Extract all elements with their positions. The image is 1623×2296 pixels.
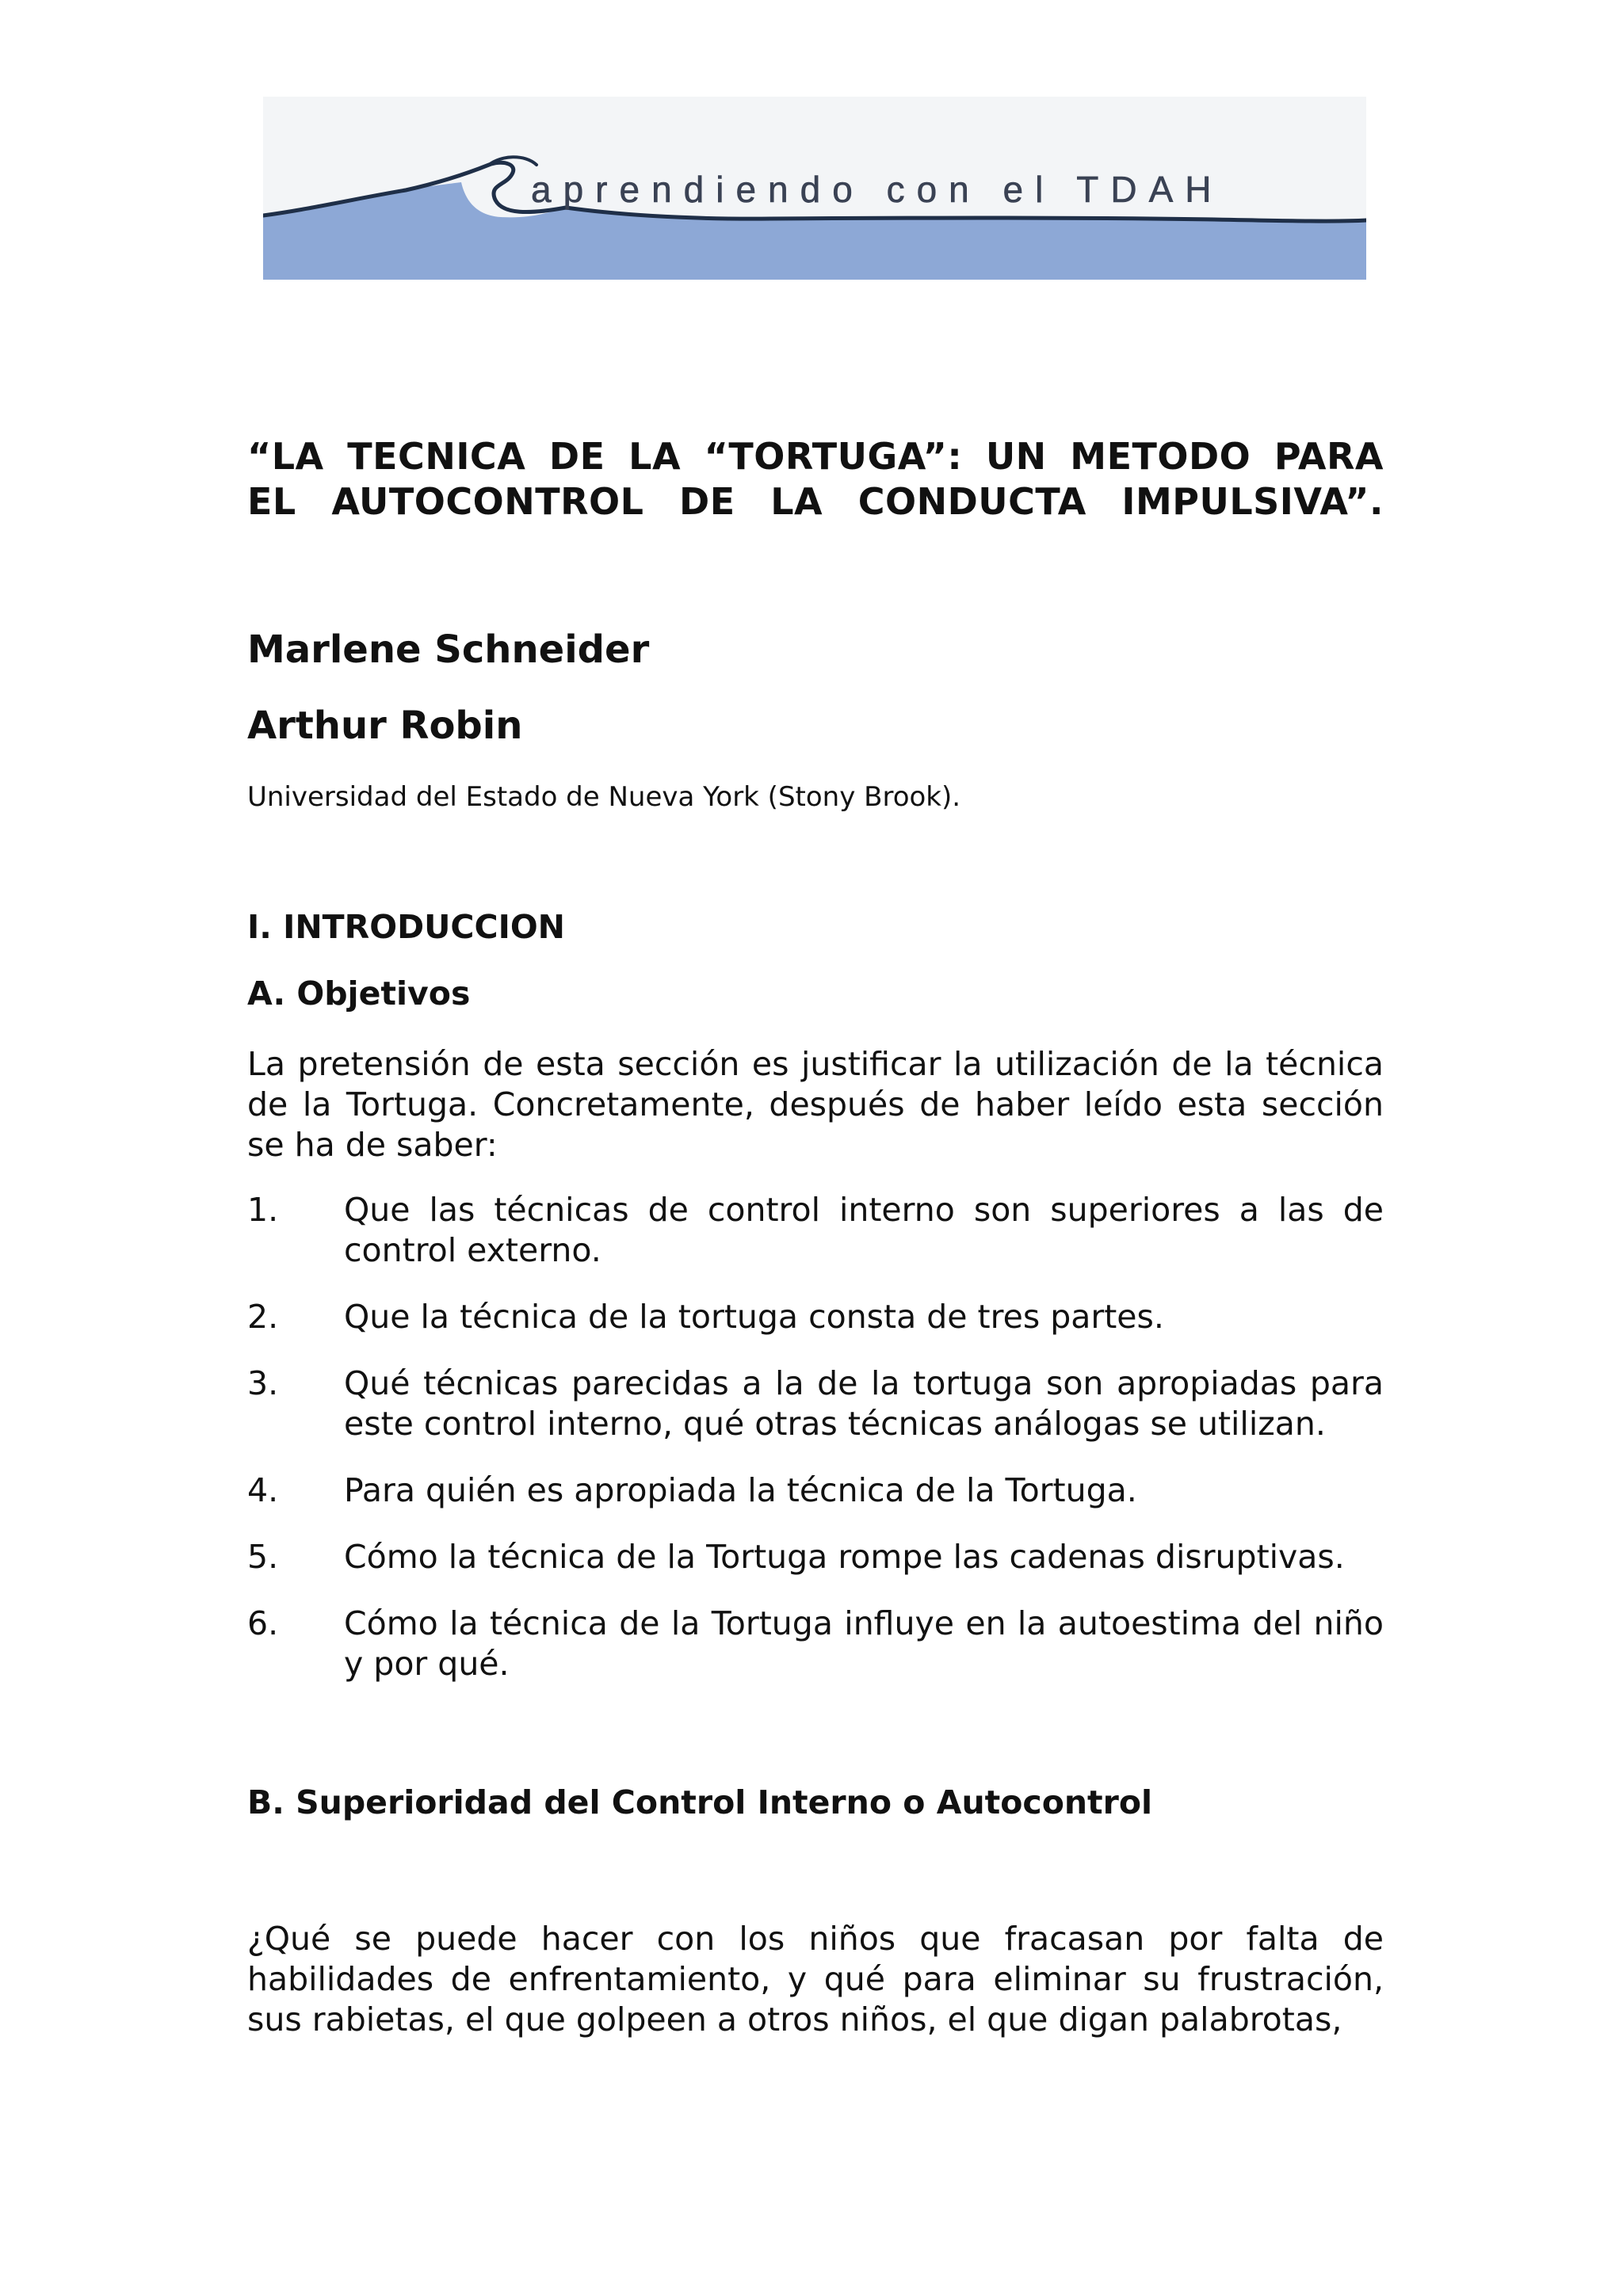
list-item-text: Cómo la técnica de la Tortuga influye en la autoestima del niño y por qué.	[344, 1604, 1384, 1683]
author-affiliation: Universidad del Estado de Nueva York (Stony Brook).	[247, 781, 961, 813]
list-item-number: 2.	[247, 1298, 279, 1336]
list-item	[247, 1537, 1384, 1577]
list-item	[247, 1604, 1384, 1684]
title-line-1: “LA TECNICA DE LA “TORTUGA”: UN METODO PARA	[247, 435, 1384, 478]
document-title	[247, 434, 1384, 524]
body-paragraph: La pretensión de esta sección es justificar la utilización de la técnica de la Tortuga. Concretamente, después de haber leído esta sección se ha de saber:	[247, 1045, 1384, 1164]
subsection-heading: A. Objetivos	[247, 974, 471, 1013]
subsection-heading: B. Superioridad del Control Interno o Autocontrol	[247, 1783, 1153, 1821]
list-item-number: 4.	[247, 1471, 279, 1509]
header-banner	[263, 97, 1366, 280]
list-item-number: 1.	[247, 1191, 279, 1229]
list-item	[247, 1297, 1384, 1337]
author-name: Marlene Schneider	[247, 627, 650, 672]
wave-logo	[263, 97, 1366, 280]
list-item-text: Qué técnicas parecidas a la de la tortuga son apropiadas para este control interno, qué otras técnicas análogas se utilizan.	[344, 1364, 1384, 1443]
author-name: Arthur Robin	[247, 704, 523, 748]
list-item-number: 6.	[247, 1604, 279, 1642]
objectives-list	[247, 1190, 1384, 1711]
list-item-text: Para quién es apropiada la técnica de la Tortuga.	[344, 1471, 1137, 1509]
list-item-number: 3.	[247, 1364, 279, 1402]
list-item-number: 5.	[247, 1538, 279, 1576]
list-item-text: Cómo la técnica de la Tortuga rompe las cadenas disruptivas.	[344, 1538, 1345, 1576]
section-heading: I. INTRODUCCION	[247, 908, 565, 946]
list-item-text: Que las técnicas de control interno son superiores a las de control externo.	[344, 1191, 1384, 1269]
banner-text: aprendiendo con el TDAH	[531, 169, 1224, 210]
list-item-text: Que la técnica de la tortuga consta de tres partes.	[344, 1298, 1164, 1336]
body-paragraph: ¿Qué se puede hacer con los niños que fracasan por falta de habilidades de enfrentamiento, y qué para eliminar su frustración, sus rabietas, el que golpeen a otros niños, el que digan palabrotas,	[247, 1920, 1384, 2039]
list-item	[247, 1363, 1384, 1444]
list-item	[247, 1190, 1384, 1271]
title-line-2: EL AUTOCONTROL DE LA CONDUCTA IMPULSIVA”.	[247, 480, 1384, 523]
list-item	[247, 1470, 1384, 1511]
